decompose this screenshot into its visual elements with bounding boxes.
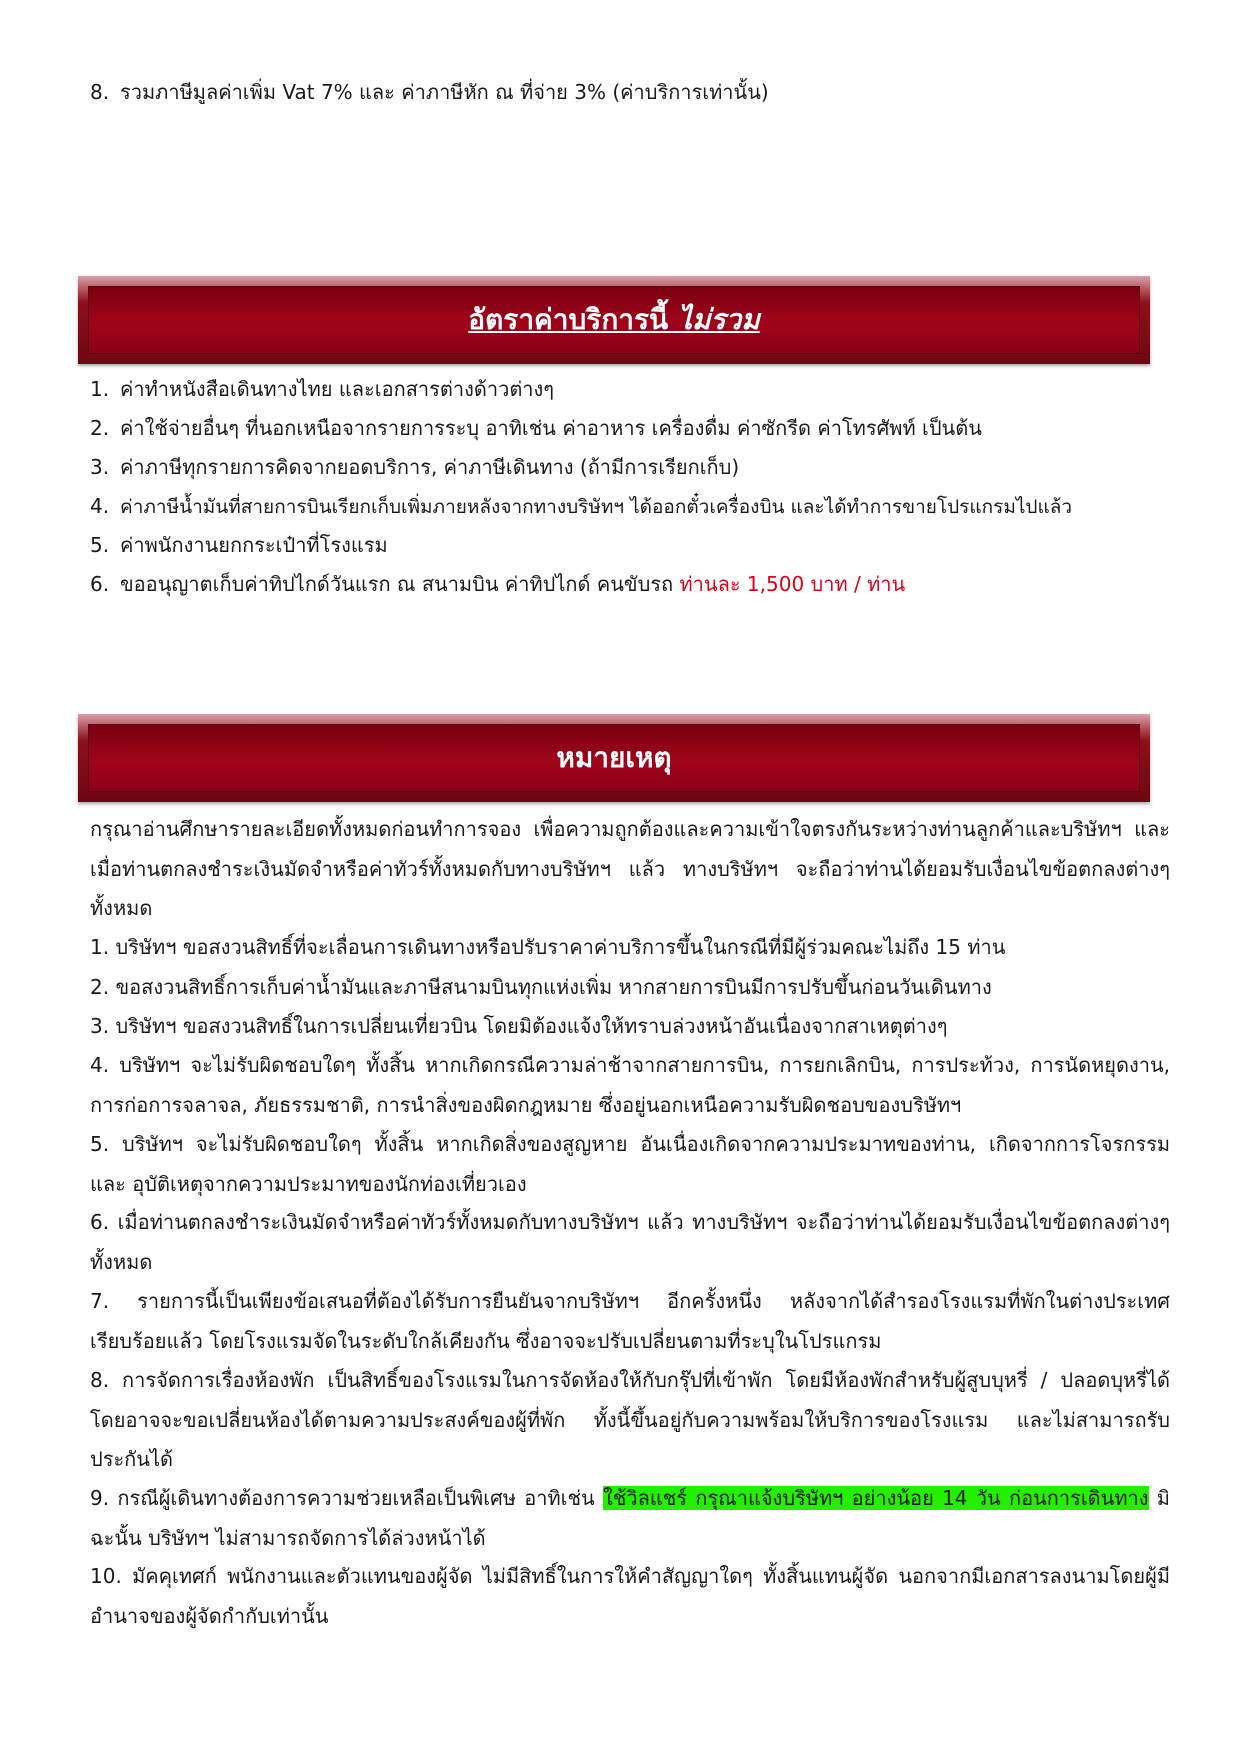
item-number: 1.	[90, 377, 110, 401]
item-text: ค่าพนักงานยกกระเป๋าที่โรงแรม	[120, 533, 388, 557]
remark-9-before: 9. กรณีผู้เดินทางต้องการความช่วยเหลือเป็นพิเศษ อาทิเช่น	[90, 1486, 604, 1510]
remark-item: 8. การจัดการเรื่องห้องพัก เป็นสิทธิ์ของโรงแรมในการจัดห้องให้กับกรุ๊ปที่เข้าพัก โดยมีห้องพักสำหรับผู้สูบบุหรี่ / ปลอดบุหรี่ได้ โดยอาจจะขอเปลี่ยนห้องได้ตามความประสงค์ของผู้ที่พัก ทั้งนี้ขึ้นอยู่กับความพร้อมให้บริการของโรงแรม และไม่สามารถรับประกันได้	[90, 1368, 1170, 1471]
excluded-item	[90, 492, 1072, 521]
item-text: ค่าภาษีทุกรายการคิดจากยอดบริการ, ค่าภาษีเดินทาง (ถ้ามีการเรียกเก็บ)	[120, 455, 740, 479]
excluded-item	[90, 570, 905, 598]
excluded-item	[90, 531, 388, 559]
item-number: 2.	[90, 416, 110, 440]
remark-item: 3. บริษัทฯ ขอสงวนสิทธิ์ในการเปลี่ยนเที่ยวบิน โดยมิต้องแจ้งให้ทราบล่วงหน้าอันเนื่องจากสาเหตุต่างๆ	[90, 1014, 948, 1038]
remark-item: 5. บริษัทฯ จะไม่รับผิดชอบใดๆ ทั้งสิ้น หากเกิดสิ่งของสูญหาย อันเนื่องเกิดจากความประมาทของท่าน, เกิดจากการโจรกรรม และ อุบัติเหตุจากความประมาทของนักท่องเที่ยวเอง	[90, 1132, 1170, 1196]
excluded-banner-inner	[88, 286, 1140, 354]
item-number: 4.	[90, 494, 110, 518]
remark-item: 4. บริษัทฯ จะไม่รับผิดชอบใดๆ ทั้งสิ้น หากเกิดกรณีความล่าช้าจากสายการบิน, การยกเลิกบิน, การประท้วง, การนัดหยุดงาน, การก่อการจลาจล, ภัยธรรมชาติ, การนำสิ่งของผิดกฎหมาย ซึ่งอยู่นอกเหนือความรับผิดชอบของบริษัทฯ	[90, 1053, 1170, 1117]
item-text: ค่าทำหนังสือเดินทางไทย และเอกสารต่างด้าวต่างๆ	[120, 377, 555, 401]
excluded-banner	[78, 276, 1150, 364]
item-number: 5.	[90, 533, 110, 557]
excluded-item	[90, 453, 739, 481]
remarks-banner-title: หมายเหตุ	[556, 741, 672, 774]
excluded-item	[90, 375, 554, 403]
remark-item: 1. บริษัทฯ ขอสงวนสิทธิ์ที่จะเลื่อนการเดินทางหรือปรับราคาค่าบริการขึ้นในกรณีที่มีผู้ร่วมคณะไม่ถึง 15 ท่าน	[90, 935, 1006, 959]
remark-item-10: 10. มัคคุเทศก์ พนักงานและตัวแทนของผู้จัด ไม่มีสิทธิ์ในการให้คำสัญญาใดๆ ทั้งสิ้นแทนผู้จัด นอกจากมีเอกสารลงนามโดยผู้มีอำนาจของผู้จัดกำกับเท่านั้น	[90, 1564, 1170, 1628]
remarks-banner	[78, 714, 1150, 802]
remarks-banner-inner	[88, 724, 1140, 792]
excluded-title-emph: ไม่รวม	[677, 303, 760, 336]
remark-item: 2. ขอสงวนสิทธิ์การเก็บค่าน้ำมันและภาษีสนามบินทุกแห่งเพิ่ม หากสายการบินมีการปรับขึ้นก่อนวันเดินทาง	[90, 975, 992, 999]
item-text: ค่าใช้จ่ายอื่นๆ ที่นอกเหนือจากรายการระบุ อาทิเช่น ค่าอาหาร เครื่องดื่ม ค่าซักรีด ค่าโทรศัพท์ เป็นต้น	[120, 416, 982, 440]
excluded-title-main: อัตราค่าบริการนี้	[468, 303, 678, 336]
item-number: 6.	[90, 572, 110, 596]
remark-9-highlight: ใช้วิลแชร์ กรุณาแจ้งบริษัทฯ อย่างน้อย 14 วัน ก่อนการเดินทาง	[603, 1486, 1149, 1510]
item-text: ค่าภาษีน้ำมันที่สายการบินเรียกเก็บเพิ่มภายหลังจากทางบริษัทฯ ได้ออกตั๋วเครื่องบิน และได้ทำการขายโปรแกรมไปแล้ว	[120, 496, 1073, 518]
tip-amount-text: ท่านละ 1,500 บาท / ท่าน	[679, 572, 906, 596]
remark-item-9	[90, 1479, 1170, 1558]
included-item-8	[90, 78, 769, 106]
remarks-intro: กรุณาอ่านศึกษารายละเอียดทั้งหมดก่อนทำการจอง เพื่อความถูกต้องและความเข้าใจตรงกันระหว่างท่านลูกค้าและบริษัทฯ และเมื่อท่านตกลงชำระเงินมัดจำหรือค่าทัวร์ทั้งหมดกับทางบริษัทฯ แล้ว ทางบริษัทฯ จะถือว่าท่านได้ยอมรับเงื่อนไขข้อตกลงต่างๆ ทั้งหมด	[90, 817, 1170, 920]
item-text: รวมภาษีมูลค่าเพิ่ม Vat 7% และ ค่าภาษีหัก ณ ที่จ่าย 3% (ค่าบริการเท่านั้น)	[120, 80, 769, 104]
remark-9-after: มิฉะนั้น บริษัทฯ ไม่สามารถจัดการได้ล่วงหน้าได้	[90, 1486, 1170, 1550]
excluded-item	[90, 414, 982, 442]
remark-item: 6. เมื่อท่านตกลงชำระเงินมัดจำหรือค่าทัวร์ทั้งหมดกับทางบริษัทฯ แล้ว ทางบริษัทฯ จะถือว่าท่านได้ยอมรับเงื่อนไขข้อตกลงต่างๆ ทั้งหมด	[90, 1210, 1170, 1274]
remark-item: 7. รายการนี้เป็นเพียงข้อเสนอที่ต้องได้รับการยืนยันจากบริษัทฯ อีกครั้งหนึ่ง หลังจากได้สำรองโรงแรมที่พักในต่างประเทศเรียบร้อยแล้ว โดยโรงแรมจัดในระดับใกล้เคียงกัน ซึ่งอาจจะปรับเปลี่ยนตามที่ระบุในโปรแกรม	[90, 1289, 1170, 1353]
excluded-banner-title	[468, 298, 759, 342]
item-number: 8.	[90, 80, 110, 104]
item-text: ขออนุญาตเก็บค่าทิปไกด์วันแรก ณ สนามบิน ค่าทิปไกด์ คนขับรถ	[120, 572, 680, 596]
item-number: 3.	[90, 455, 110, 479]
